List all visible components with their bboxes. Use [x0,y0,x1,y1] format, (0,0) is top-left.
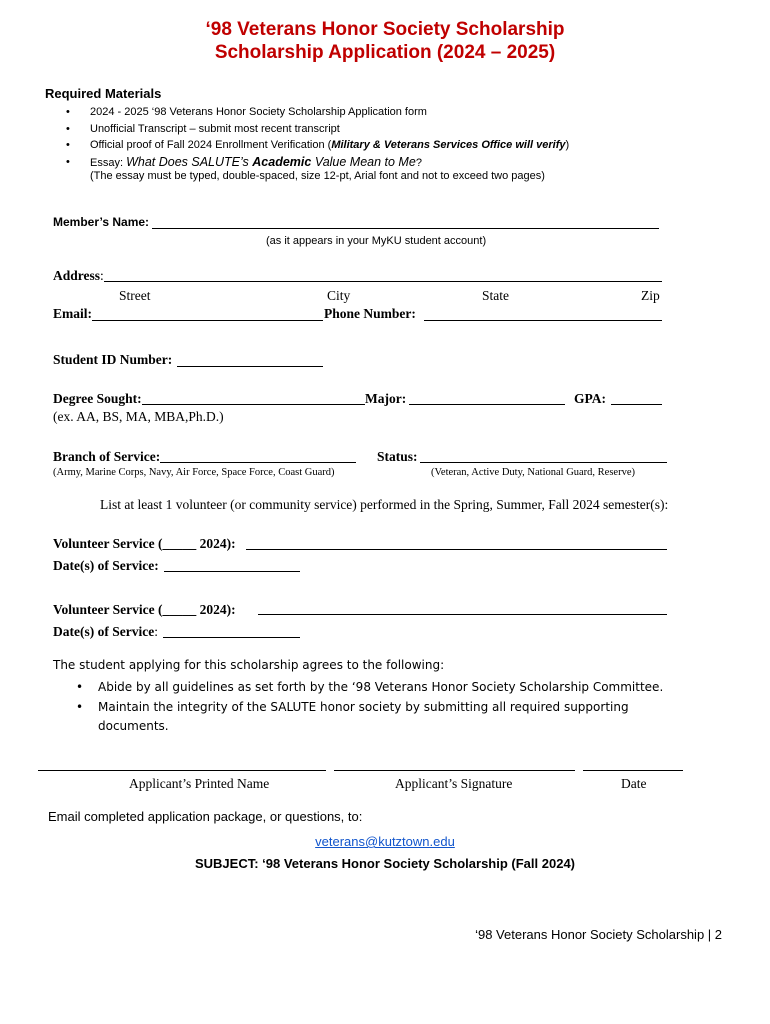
city-label: City [327,288,351,303]
bullet-icon: • [76,680,84,694]
required-materials-list [66,104,569,171]
degree-field[interactable] [142,404,365,405]
volunteer-intro: List at least 1 volunteer (or community service) performed in the Spring, Summer, Fall 2024 semester(s): [100,497,669,512]
agreement-item-2: Maintain the integrity of the SALUTE honor society by submitting all required supporting [98,700,629,714]
phone-field[interactable] [424,320,662,321]
address-label-group: Address: [53,268,104,283]
date-field[interactable] [583,770,683,771]
required-materials-heading: Required Materials [45,86,162,101]
signature-field[interactable] [334,770,575,771]
volunteer2-field[interactable] [258,614,667,615]
date-label: Date [621,776,647,791]
degree-label: Degree Sought: [53,391,142,406]
agreement-item-2-cont: documents. [98,719,169,733]
email-label: Email: [53,306,92,321]
signature-label: Applicant’s Signature [395,776,513,791]
bullet-icon: • [76,700,84,714]
branch-field[interactable] [160,462,356,463]
agreement-intro: The student applying for this scholarship agrees to the following: [53,658,445,672]
gpa-field[interactable] [611,404,662,405]
dates2-field[interactable] [163,637,300,638]
dates2-label-group: Date(s) of Service: [53,624,158,639]
volunteer1-field[interactable] [246,549,667,550]
page-footer: ‘98 Veterans Honor Society Scholarship | 2 [475,927,722,942]
status-label: Status: [377,449,418,464]
branch-label: Branch of Service: [53,449,161,464]
list-item: • Official proof of Fall 2024 Enrollment Verification (Military & Veterans Services Office will verify) [66,137,569,154]
state-label: State [482,288,509,303]
list-item: • Essay: What Does SALUTE’s Academic Value Mean to Me? [66,154,569,172]
member-name-field[interactable] [152,228,659,229]
major-field[interactable] [409,404,565,405]
address-field[interactable] [104,281,662,282]
student-id-field[interactable] [177,366,323,367]
phone-label: Phone Number: [324,306,416,321]
agreement-item-1: Abide by all guidelines as set forth by the ‘98 Veterans Honor Society Scholarship Committee. [98,680,664,694]
page-subtitle: Scholarship Application (2024 – 2025) [214,42,556,63]
street-label: Street [119,288,151,303]
bullet-icon: • [66,122,70,135]
volunteer2-label: Volunteer Service (_____ 2024): [53,602,236,617]
bullet-icon: • [66,155,70,168]
page-title: ‘98 Veterans Honor Society Scholarship [205,19,565,40]
degree-hint: (ex. AA, BS, MA, MBA,Ph.D.) [53,409,224,424]
bullet-icon: • [66,106,70,118]
contact-email-link[interactable]: veterans@kutztown.edu [315,834,455,849]
list-item: • Unofficial Transcript – submit most recent transcript [66,121,569,138]
email-field[interactable] [92,320,323,321]
branch-hint: (Army, Marine Corps, Navy, Air Force, Space Force, Coast Guard) [53,467,335,478]
dates1-field[interactable] [164,571,300,572]
volunteer1-label: Volunteer Service (_____ 2024): [53,536,236,551]
email-subject: SUBJECT: ‘98 Veterans Honor Society Scholarship (Fall 2024) [194,856,575,871]
gpa-label: GPA: [574,391,606,406]
printed-name-field[interactable] [38,770,326,771]
member-name-hint: (as it appears in your MyKU student account) [266,235,487,247]
essay-note: (The essay must be typed, double-spaced, size 12-pt, Arial font and not to exceed two pages) [90,170,545,182]
zip-label: Zip [641,288,660,303]
bullet-icon: • [66,139,70,151]
status-hint: (Veteran, Active Duty, National Guard, Reserve) [431,467,635,478]
member-name-label: Member’s Name: [53,215,150,229]
printed-name-label: Applicant’s Printed Name [129,776,270,791]
email-instructions: Email completed application package, or questions, to: [48,809,363,824]
major-label: Major: [365,391,407,406]
list-item: • 2024 - 2025 ‘98 Veterans Honor Society Scholarship Application form [66,104,569,121]
dates1-label: Date(s) of Service: [53,558,159,573]
status-field[interactable] [420,462,667,463]
student-id-label: Student ID Number: [53,352,173,367]
